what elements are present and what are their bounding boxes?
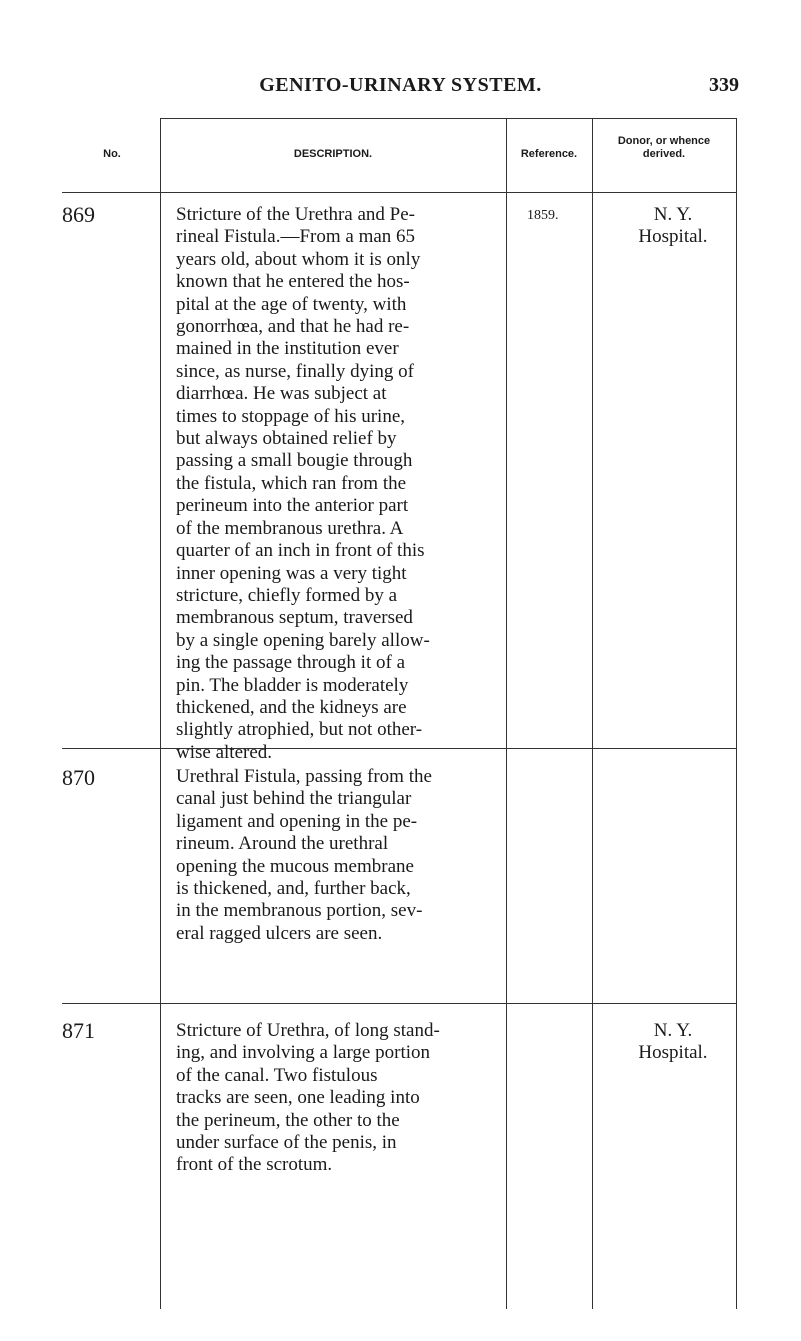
entry-number: 870 — [62, 765, 95, 790]
header-rule — [62, 192, 736, 193]
entry-donor — [616, 1020, 730, 1065]
entry-donor-line2: Hospital. — [638, 226, 708, 248]
row-rule-2 — [62, 1003, 736, 1004]
entry-donor-line1: N. Y. — [653, 1020, 693, 1041]
column-header-no: No. — [103, 148, 121, 160]
column-header-donor-line1: Donor, or whence — [617, 135, 711, 147]
entry-donor — [616, 204, 730, 249]
page-title: GENITO-URINARY SYSTEM. — [259, 74, 542, 96]
column-rule-1 — [160, 118, 161, 1309]
column-header-donor-line2: derived. — [642, 148, 686, 160]
column-header-donor — [592, 135, 736, 161]
column-rule-4 — [736, 118, 737, 1309]
entry-description: Urethral Fistula, passing from the canal just behind the triangular ligament and opening in the pe- rineum. Around the urethral opening the mucous membrane is thickened, and, further back, in the membranous portion, sev- eral ragged ulcers are seen. — [176, 766, 432, 944]
entry-donor-line2: Hospital. — [638, 1042, 708, 1064]
page-header — [0, 74, 801, 104]
entry-description: Stricture of Urethra, of long stand- ing, and involving a large portion of the canal. Two fistulous tracks are seen, one leading into the perineum, the other to the under surface of the penis, in front of the scrotum. — [176, 1020, 440, 1176]
entry-donor-line1: N. Y. — [653, 204, 693, 225]
column-header-reference: Reference. — [520, 148, 578, 160]
column-rule-2 — [506, 118, 507, 1309]
entry-description: Stricture of the Urethra and Pe- rineal Fistula.—From a man 65 years old, about whom it is only known that he entered the hos- pital at the age of twenty, with gonorrhœa, and that he had re- mained in the institution ever since, as nurse, finally dying of diarrhœa. He was subject at times to stoppage of his urine, but always obtained relief by passing a small bougie through the fistula, which ran from the perineum into the anterior part of the membranous urethra. A quarter of an inch in front of this inner opening was a very tight stricture, chiefly formed by a membranous septum, traversed by a single opening barely allow- ing the passage through it of a pin. The bladder is moderately thickened, and the kidneys are slightly atrophied, but not other- wise altered. — [176, 204, 430, 763]
page-number: 339 — [709, 74, 739, 96]
entry-number: 869 — [62, 202, 95, 227]
column-rule-3 — [592, 118, 593, 1309]
column-header-description: DESCRIPTION. — [293, 148, 373, 160]
entry-reference: 1859. — [527, 208, 559, 223]
table-top-rule — [160, 118, 736, 119]
entry-number: 871 — [62, 1018, 95, 1043]
